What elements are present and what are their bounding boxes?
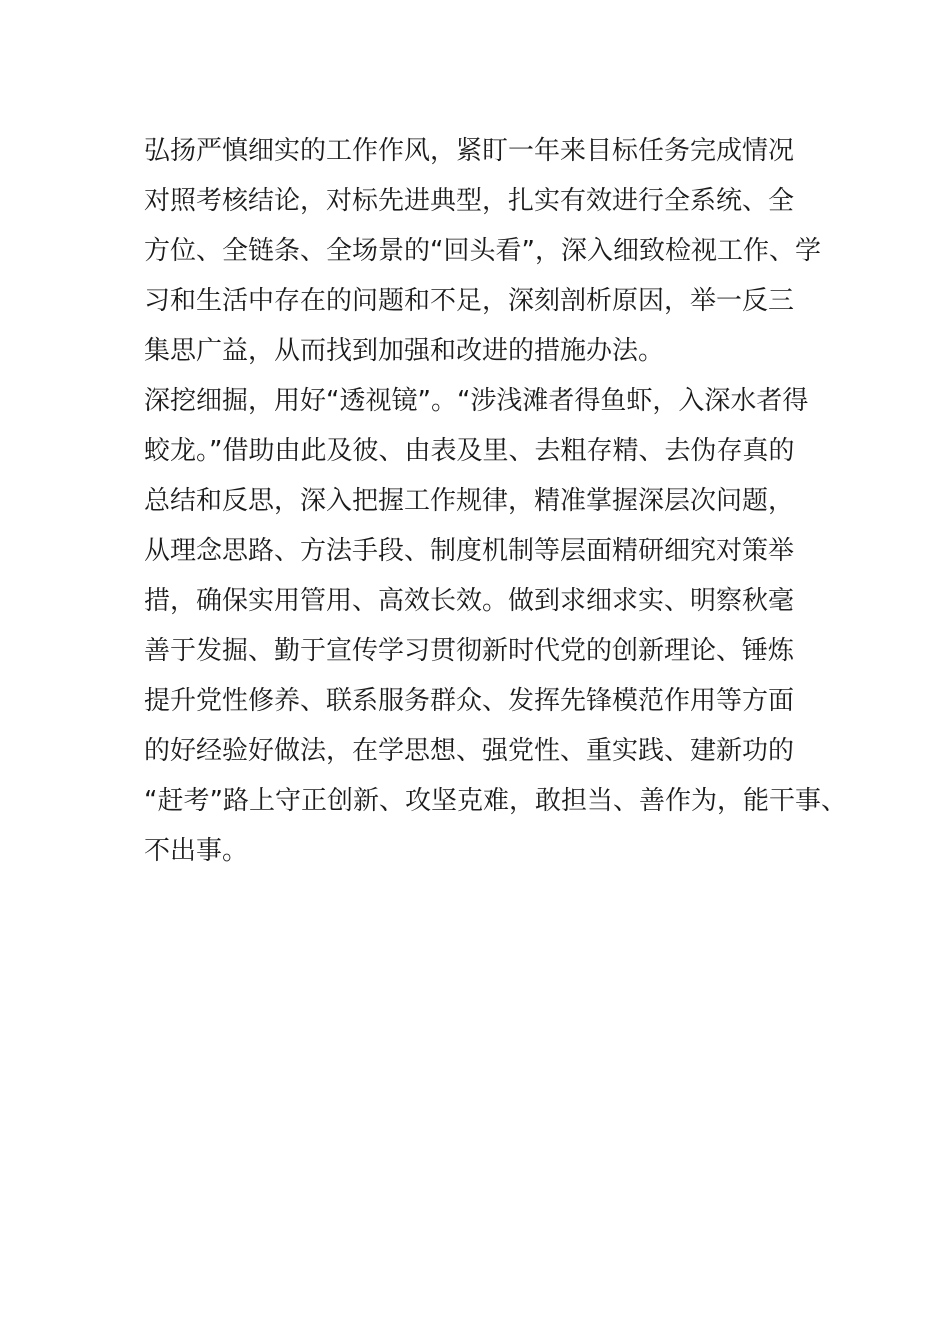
text-line: 不出事。 xyxy=(144,836,249,866)
text-line: 蛟龙。”借助由此及彼、由表及里、去粗存精、去伪存真的 xyxy=(144,436,795,466)
text-line: 弘扬严慎细实的工作作风，紧盯一年来目标任务完成情况 xyxy=(144,136,795,166)
body-text xyxy=(144,126,847,876)
text-line: 方位、全链条、全场景的“回头看”，深入细致检视工作、学 xyxy=(144,236,821,266)
text-line: 集思广益，从而找到加强和改进的措施办法。 xyxy=(144,336,665,366)
text-line: “赶考”路上守正创新、攻坚克难，敢担当、善作为，能干事、 xyxy=(144,786,847,816)
text-line: 从理念思路、方法手段、制度机制等层面精研细究对策举 xyxy=(144,536,795,566)
text-line: 提升党性修养、联系服务群众、发挥先锋模范作用等方面 xyxy=(144,686,795,716)
text-line: 对照考核结论，对标先进典型，扎实有效进行全系统、全 xyxy=(144,186,795,216)
text-line: 的好经验好做法，在学思想、强党性、重实践、建新功的 xyxy=(144,736,795,766)
text-line: 总结和反思，深入把握工作规律，精准掌握深层次问题， xyxy=(144,486,795,516)
text-line: 习和生活中存在的问题和不足，深刻剖析原因，举一反三 xyxy=(144,286,795,316)
text-line: 善于发掘、勤于宣传学习贯彻新时代党的创新理论、锤炼 xyxy=(144,636,795,666)
text-line: 深挖细掘，用好“透视镜”。“涉浅滩者得鱼虾，入深水者得 xyxy=(144,386,809,416)
text-line: 措，确保实用管用、高效长效。做到求细求实、明察秋毫 xyxy=(144,586,795,616)
